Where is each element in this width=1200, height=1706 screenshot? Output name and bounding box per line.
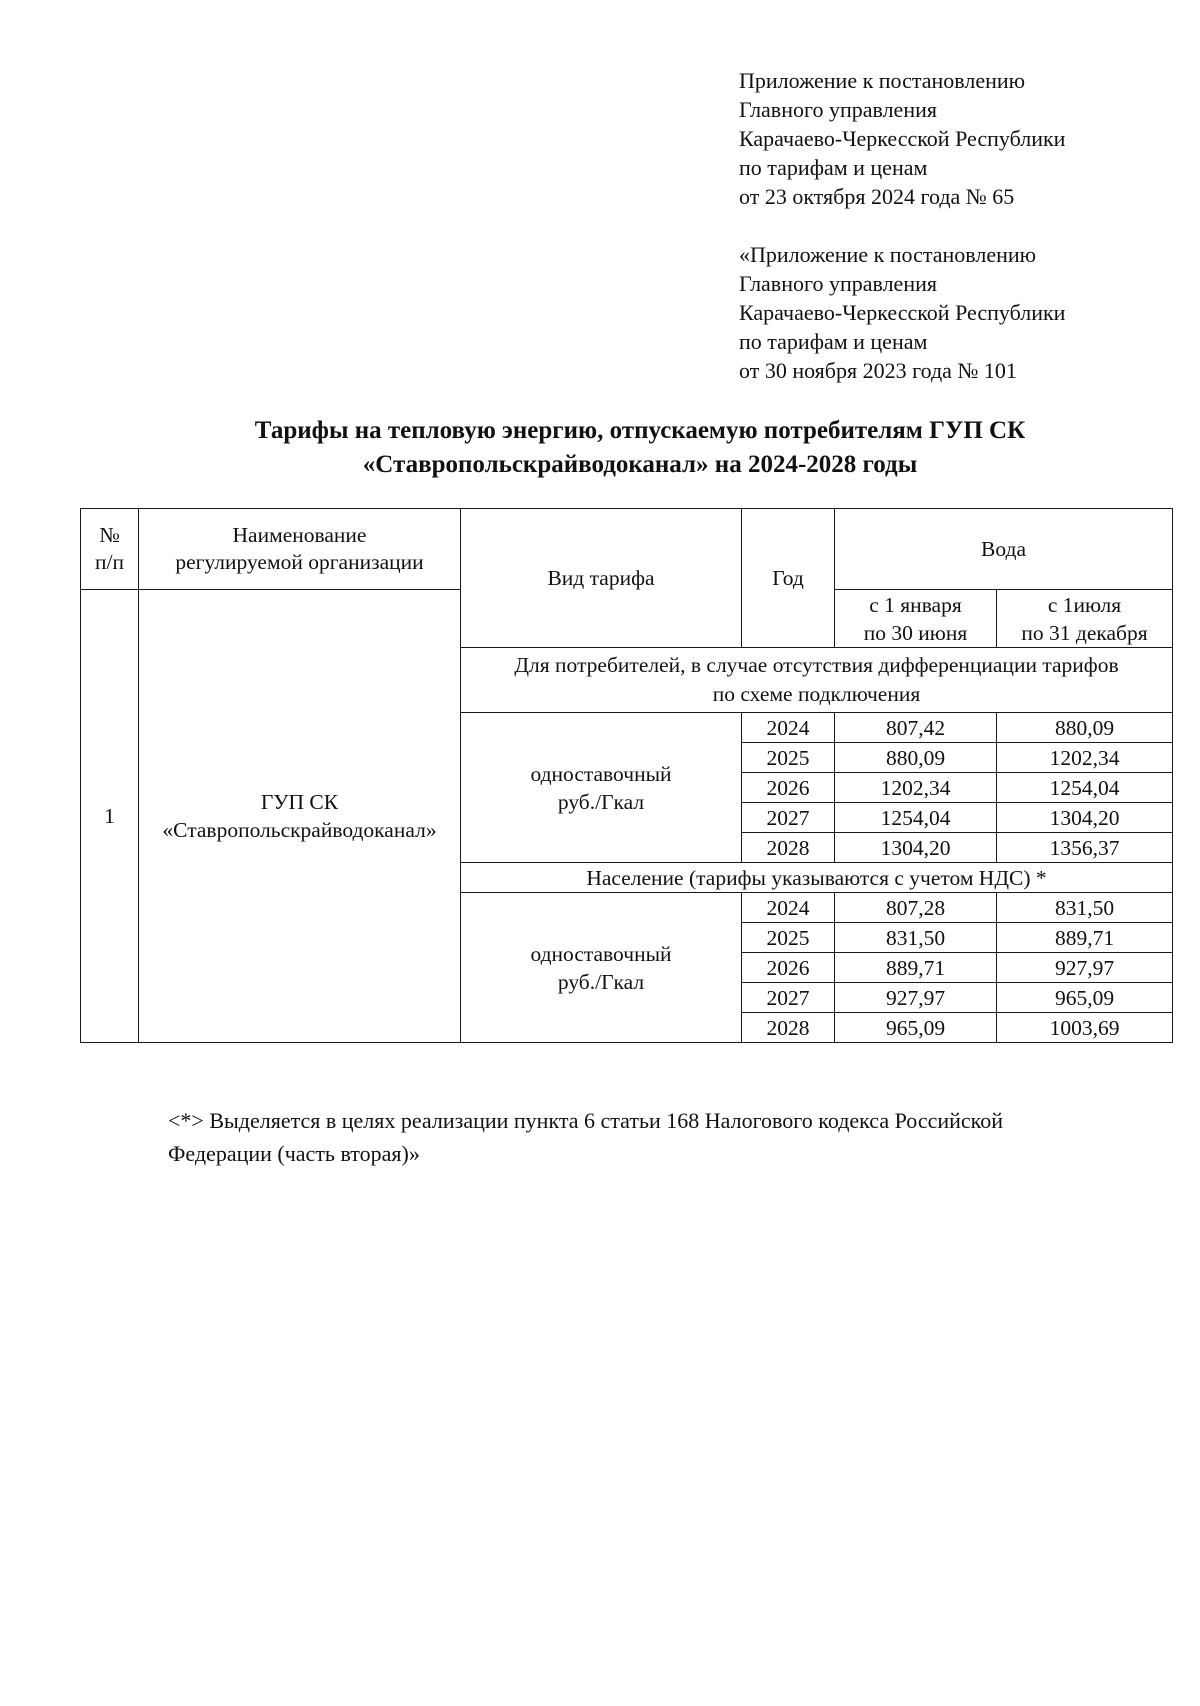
- header-line: от 30 ноября 2023 года № 101: [739, 358, 1017, 383]
- header-line: Главного управления: [739, 271, 937, 296]
- value-h1-cell: 927,97: [835, 983, 997, 1013]
- year-cell: 2027: [742, 803, 835, 833]
- value-h2-cell: 831,50: [997, 893, 1173, 923]
- header-line: «Приложение к постановлению: [739, 242, 1037, 267]
- organization-name: ГУП СК: [260, 790, 339, 814]
- appendix-header-current: [739, 66, 1159, 211]
- year-cell: 2028: [742, 833, 835, 863]
- tariff-type-text: одноставочный: [530, 761, 672, 786]
- footnote-line: Федерации (часть вторая)»: [168, 1141, 420, 1166]
- organization-cell: [139, 590, 461, 1043]
- col-header-text: регулируемой организации: [175, 550, 424, 574]
- period-text: по 31 декабря: [1021, 620, 1148, 645]
- title-line: Тарифы на тепловую энергию, отпускаемую потребителям ГУП СК: [254, 417, 1026, 444]
- value-h2-cell: 927,97: [997, 953, 1173, 983]
- appendix-header-previous: [739, 240, 1159, 385]
- value-h2-cell: 1202,34: [997, 743, 1173, 773]
- tariff-type-cell: [461, 893, 742, 1043]
- col-header-text: №: [99, 523, 120, 547]
- period-text: с 1июля: [1047, 592, 1122, 617]
- header-line: по тарифам и ценам: [739, 155, 928, 180]
- section-title-text: по схеме подключения: [712, 682, 921, 706]
- tariff-unit-text: руб./Гкал: [557, 789, 645, 814]
- year-cell: 2025: [742, 923, 835, 953]
- tariff-type-text: одноставочный: [530, 941, 672, 966]
- value-h2-cell: 880,09: [997, 713, 1173, 743]
- value-h1-cell: 1304,20: [835, 833, 997, 863]
- value-h2-cell: 965,09: [997, 983, 1173, 1013]
- header-line: по тарифам и ценам: [739, 329, 928, 354]
- value-h1-cell: 1254,04: [835, 803, 997, 833]
- col-header-number: [81, 509, 139, 590]
- header-row: [81, 509, 1173, 590]
- year-cell: 2028: [742, 1013, 835, 1043]
- col-header-water: Вода: [835, 509, 1173, 590]
- footnote-line: <*> Выделяется в целях реализации пункта 6 статьи 168 Налогового кодекса Российской: [168, 1108, 1004, 1133]
- col-header-organization: [139, 509, 461, 590]
- header-line: Карачаево-Черкесской Республики: [739, 300, 1066, 325]
- value-h1-cell: 807,42: [835, 713, 997, 743]
- header-line: от 23 октября 2024 года № 65: [739, 184, 1015, 209]
- document-title: [60, 414, 1200, 482]
- year-cell: 2026: [742, 953, 835, 983]
- section-title-text: Для потребителей, в случае отсутствия дифференциации тарифов: [514, 653, 1119, 677]
- section-title: Население (тарифы указываются с учетом НДС) *: [461, 863, 1173, 893]
- value-h1-cell: 1202,34: [835, 773, 997, 803]
- value-h1-cell: 880,09: [835, 743, 997, 773]
- year-cell: 2027: [742, 983, 835, 1013]
- value-h1-cell: 889,71: [835, 953, 997, 983]
- col-header-year: Год: [742, 509, 835, 648]
- header-line: Приложение к постановлению: [739, 68, 1026, 93]
- year-cell: 2026: [742, 773, 835, 803]
- header-line: Карачаево-Черкесской Республики: [739, 126, 1066, 151]
- tariff-table: [80, 508, 1173, 1043]
- year-cell: 2024: [742, 893, 835, 923]
- col-header-period-h1: [835, 590, 997, 648]
- value-h1-cell: 807,28: [835, 893, 997, 923]
- col-header-text: Наименование: [232, 523, 367, 547]
- value-h1-cell: 965,09: [835, 1013, 997, 1043]
- value-h2-cell: 1254,04: [997, 773, 1173, 803]
- footnote: [168, 1104, 1128, 1170]
- value-h2-cell: 1356,37: [997, 833, 1173, 863]
- tariff-unit-text: руб./Гкал: [557, 969, 645, 994]
- col-header-text: п/п: [95, 550, 124, 574]
- section-title: [461, 648, 1173, 713]
- value-h1-cell: 831,50: [835, 923, 997, 953]
- year-cell: 2024: [742, 713, 835, 743]
- period-text: по 30 июня: [863, 620, 968, 645]
- year-cell: 2025: [742, 743, 835, 773]
- value-h2-cell: 889,71: [997, 923, 1173, 953]
- title-line: «Ставропольскрайводоканал» на 2024-2028 годы: [362, 451, 918, 478]
- col-header-period-h2: [997, 590, 1173, 648]
- period-text: с 1 января: [869, 592, 962, 617]
- tariff-type-cell: [461, 713, 742, 863]
- value-h2-cell: 1003,69: [997, 1013, 1173, 1043]
- header-line: Главного управления: [739, 97, 937, 122]
- col-header-tariff-type: Вид тарифа: [461, 509, 742, 648]
- value-h2-cell: 1304,20: [997, 803, 1173, 833]
- row-number-cell: 1: [81, 590, 139, 1043]
- organization-name: «Ставропольскрайводоканал»: [162, 818, 437, 842]
